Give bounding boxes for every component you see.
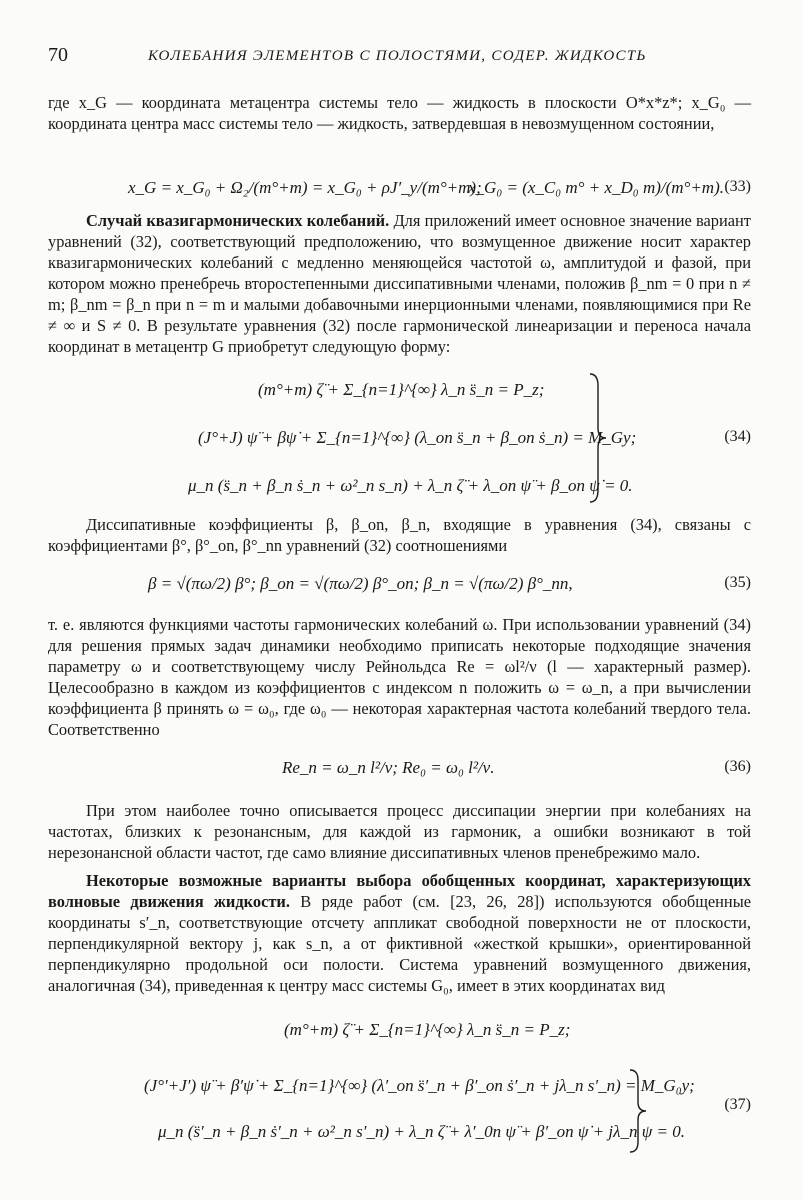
- equation-33: [48, 170, 751, 210]
- equation-37-line-2: (J°′+J′) ψ̈ + β′ψ̇ + Σ_{n=1}^{∞} (λ′_on s̈′_n + β′_on ṡ′_n + jλ_n s′_n) = M_G₀y;: [144, 1076, 695, 1095]
- right-brace-icon: [588, 372, 608, 504]
- equation-33-right: x_G₀ = (x_C₀ m° + x_D₀ m)/(m°+m).: [468, 178, 724, 197]
- section-text-generalized-coordinates: В ряде работ (см. [23, 26, 28]) используются обобщенные координаты s′_n, соответствующие отсчету аппликат свободной поверхности не от плоскости, перпендикулярной вектору j, как s_n, а от фиктивной «жесткой крышки», ориентированной перпендикулярно продольной оси полости. Система уравнений возмущенного движения, аналогичная (34), приведенная к центру масс системы G₀, имеет в этих координатах вид: [48, 892, 751, 995]
- right-brace-icon: [628, 1068, 648, 1154]
- equation-35: [48, 568, 751, 604]
- section-generalized-coordinates: [48, 870, 751, 996]
- section-quasiharmonic: [48, 210, 751, 357]
- equation-36: [48, 752, 751, 788]
- equation-number-36: (36): [724, 758, 751, 775]
- equation-number-34: (34): [724, 428, 751, 445]
- equation-34-line-2: (J°+J) ψ̈ + βψ̇ + Σ_{n=1}^{∞} (λ_on s̈_n + β_on ṡ_n) = M_Gy;: [198, 428, 637, 447]
- equation-33-left: x_G = x_G₀ + Ω₂/(m°+m) = x_G₀ + ρJ′_y/(m°+m);: [128, 178, 482, 197]
- paragraph-dissipative-coefficients: Диссипативные коэффициенты β, β_on, β_n, входящие в уравнения (34), связаны с коэффициентами β°, β°_on, β°_nn уравнений (32) соотношениями: [48, 515, 751, 555]
- equation-number-35: (35): [724, 574, 751, 591]
- equation-36-text: Re_n = ω_n l²/ν; Re₀ = ω₀ l²/ν.: [282, 758, 495, 777]
- section-title-generalized-coordinates: Некоторые возможные варианты выбора обобщенных координат, характеризующих волновые движения жидкости.: [48, 871, 751, 911]
- running-title: КОЛЕБАНИЯ ЭЛЕМЕНТОВ С ПОЛОСТЯМИ, СОДЕР. ЖИДКОСТЬ: [148, 48, 647, 64]
- equation-37: [48, 1016, 751, 1156]
- equation-37-line-1: (m°+m) ζ̈ + Σ_{n=1}^{∞} λ_n s̈_n = P_z;: [284, 1020, 571, 1039]
- section-text-quasiharmonic: Для приложений имеет основное значение вариант уравнений (32), соответствующий предположению, что возмущенное движение носит характер квазигармонических колебаний с медленно меняющейся частотой ω, амплитудой и фазой, при котором можно пренебречь второстепенными диссипативными членами, положив β_nm = 0 при n ≠ m; β_nm = β_n при n = m и малыми добавочными инерционными членами, появляющимися при Re ≠ ∞ и S ≠ 0. В результате уравнения (32) после гармонической линеаризации и переноса начала координат в метацентр G приобретут следующую форму:: [48, 211, 751, 356]
- equation-number-33: (33): [724, 178, 751, 195]
- paragraph-dissipation-accuracy: При этом наиболее точно описывается процесс диссипации энергии при колебаниях на частотах, близких к резонансным, для каждой из гармоник, а ошибки возникают в той нерезонансной области частот, где само влияние диссипативных членов пренебрежимо мало.: [48, 801, 751, 862]
- equation-number-37: (37): [724, 1096, 751, 1113]
- page-header: [48, 44, 755, 74]
- page-number: 70: [48, 44, 68, 66]
- paragraph-frequency-functions: т. е. являются функциями частоты гармонических колебаний ω. При использовании уравнений (34) для решения прямых задач динамики необходимо приписать некоторые подходящие значения параметру ω и соответствующему числу Рейнольдса Re = ωl²/ν (l — характерный размер). Целесообразно в каждом из коэффициентов с индексом n положить ω = ω_n, а при вычислении коэффициента β принять ω = ω₀, где ω₀ — некоторая характерная частота колебаний твердого тела. Соответственно: [48, 615, 751, 739]
- equation-34-line-1: (m°+m) ζ̈ + Σ_{n=1}^{∞} λ_n s̈_n = P_z;: [258, 380, 545, 399]
- equation-37-line-3: μ_n (s̈′_n + β_n ṡ′_n + ω²_n s′_n) + λ_n ζ̈ + λ′_0n ψ̈ + β′_on ψ̇ + jλ_n ψ = 0.: [158, 1122, 685, 1141]
- paragraph-intro: где x_G — координата метацентра системы тело — жидкость в плоскости O*x*z*; x_G₀ — координата центра масс системы тело — жидкость, затвердевшая в невозмущенном состоянии,: [48, 93, 751, 133]
- equation-35-text: β = √(πω/2) β°; β_on = √(πω/2) β°_on; β_n = √(πω/2) β°_nn,: [148, 574, 573, 593]
- equation-34-line-3: μ_n (s̈_n + β_n ṡ_n + ω²_n s_n) + λ_n ζ̈ + λ_on ψ̈ + β_on ψ̇ = 0.: [188, 476, 633, 495]
- equation-34: [48, 376, 751, 506]
- section-title-quasiharmonic: Случай квазигармонических колебаний.: [86, 211, 390, 230]
